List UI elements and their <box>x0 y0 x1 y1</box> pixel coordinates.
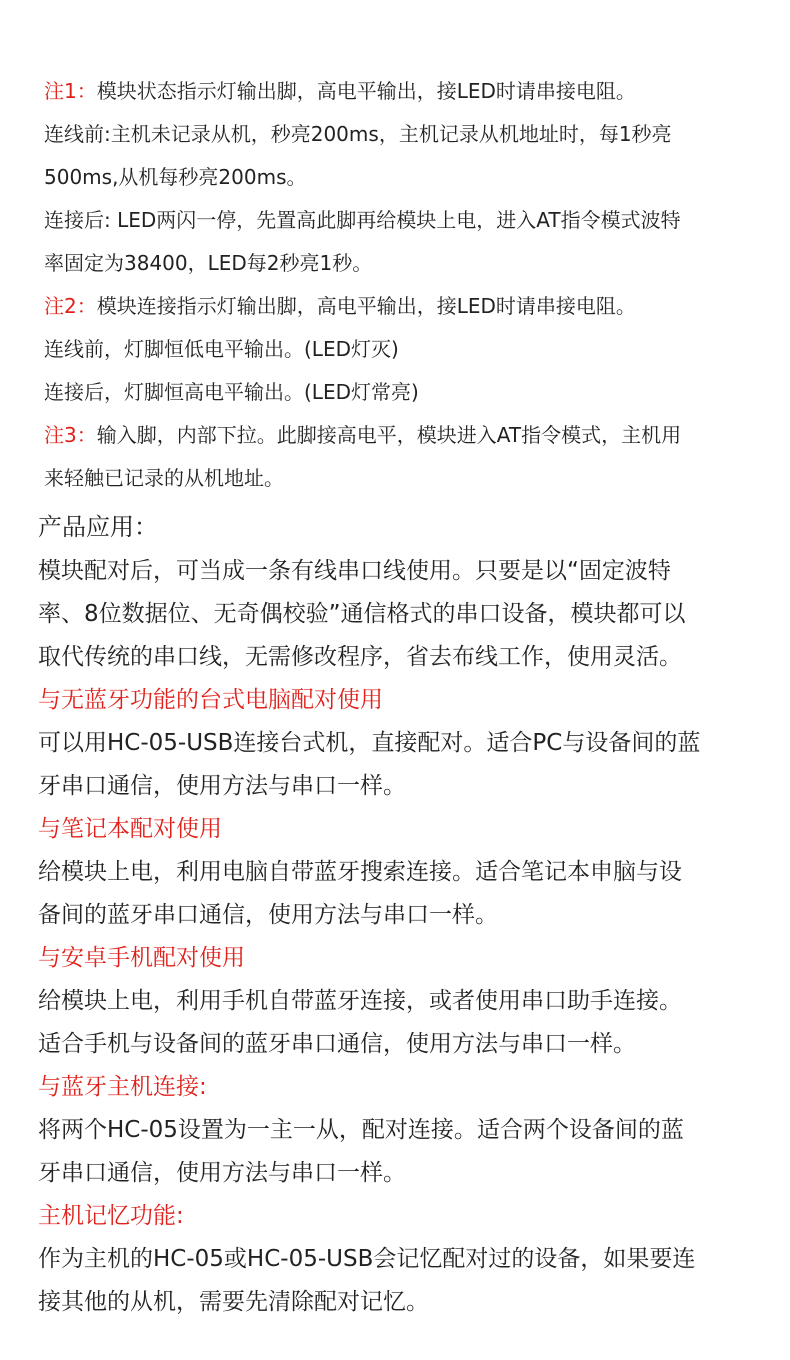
note1-before-line1: 连线前:主机未记录从机，秒亮200ms，主机记录从机地址时，每1秒亮 <box>44 122 672 146</box>
desktop-line1: 可以用HC-05-USB连接台式机，直接配对。适合PC与设备间的蓝 <box>38 730 701 756</box>
applications-title: 产品应用： <box>38 513 158 541</box>
note1-line <box>44 70 764 113</box>
laptop-heading: 与笔记本配对使用 <box>38 816 222 842</box>
memory-line2: 接其他的从机，需要先清除配对记忆。 <box>38 1289 429 1315</box>
android-line1: 给模块上电，利用手机自带蓝牙连接，或者使用串口助手连接。 <box>38 988 682 1014</box>
note2-line <box>44 285 764 328</box>
note2-text: 模块连接指示灯输出脚，高电平输出，接LED时请串接电阻。 <box>96 294 636 318</box>
note1-before-line2: 500ms,从机每秒亮200ms。 <box>44 165 307 189</box>
master-line1: 将两个HC-05设置为一主一从，配对连接。适合两个设备间的蓝 <box>38 1117 684 1143</box>
pin-notes-section <box>44 70 764 500</box>
note3-label: 注3： <box>44 423 97 447</box>
note3-text-line2: 来轻触已记录的从机地址。 <box>44 466 284 490</box>
laptop-line2: 备间的蓝牙串口通信，使用方法与串口一样。 <box>38 902 498 928</box>
note2-label: 注2： <box>44 294 97 318</box>
desktop-heading: 与无蓝牙功能的台式电脑配对使用 <box>38 687 383 713</box>
laptop-line1: 给模块上电，利用电脑自带蓝牙搜索连接。适合笔记本申脑与设 <box>38 859 682 885</box>
note2-after: 连接后，灯脚恒高电平输出。(LED灯常亮) <box>44 380 419 404</box>
applications-intro-line3: 取代传统的串口线，无需修改程序，省去布线工作，使用灵活。 <box>38 644 682 670</box>
applications-intro-line1: 模块配对后，可当成一条有线串口线使用。只要是以“固定波特 <box>38 558 671 584</box>
master-line2: 牙串口通信，使用方法与串口一样。 <box>38 1160 406 1186</box>
note1-after-line2: 率固定为38400，LED每2秒亮1秒。 <box>44 251 373 275</box>
note3-text-line1: 输入脚，内部下拉。此脚接高电平，模块进入AT指令模式，主机用 <box>96 423 682 447</box>
note3-line <box>44 414 764 457</box>
android-heading: 与安卓手机配对使用 <box>38 945 245 971</box>
note1-label: 注1： <box>44 79 97 103</box>
memory-heading: 主机记忆功能: <box>38 1203 184 1229</box>
note2-before: 连线前，灯脚恒低电平输出。(LED灯灭) <box>44 337 399 361</box>
applications-intro-line2: 率、8位数据位、无奇偶校验”通信格式的串口设备，模块都可以 <box>38 601 686 627</box>
memory-line1: 作为主机的HC-05或HC-05-USB会记忆配对过的设备，如果要连 <box>38 1246 696 1272</box>
android-line2: 适合手机与设备间的蓝牙串口通信，使用方法与串口一样。 <box>38 1031 636 1057</box>
note1-after-line1: 连接后: LED两闪一停，先置高此脚再给模块上电，进入AT指令模式波特 <box>44 208 681 232</box>
product-applications-section <box>38 504 768 1324</box>
master-heading: 与蓝牙主机连接: <box>38 1074 207 1100</box>
note1-text: 模块状态指示灯输出脚，高电平输出，接LED时请串接电阻。 <box>96 79 636 103</box>
desktop-line2: 牙串口通信，使用方法与串口一样。 <box>38 773 406 799</box>
